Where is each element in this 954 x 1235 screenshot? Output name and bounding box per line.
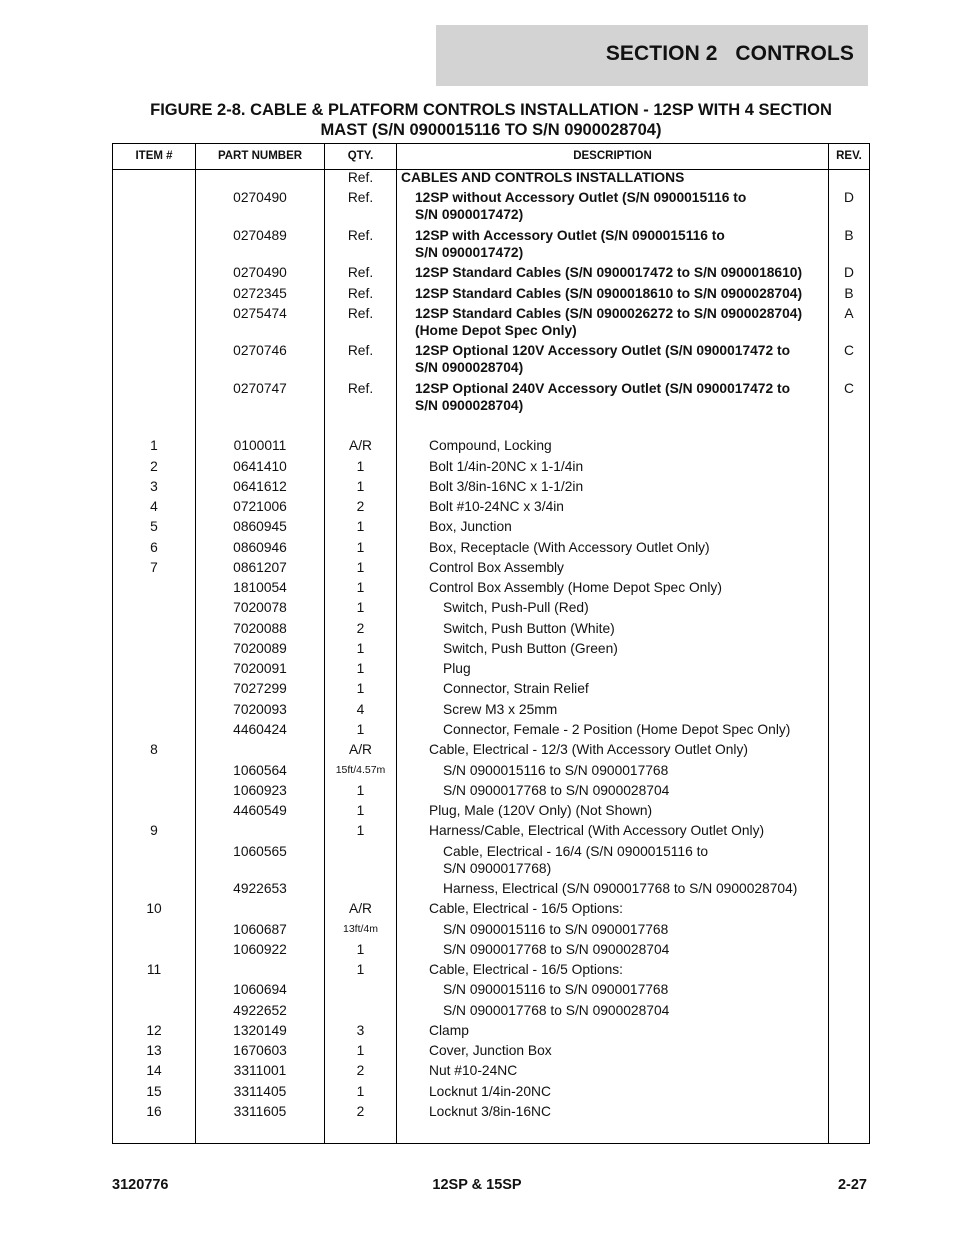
part-number: 0270490 xyxy=(233,190,287,205)
quantity: 1 xyxy=(356,459,365,474)
part-number: 0100011 xyxy=(233,438,287,453)
item-number: 11 xyxy=(146,962,162,977)
doc-number: 3120776 xyxy=(112,1177,169,1193)
description xyxy=(443,921,873,938)
description-line: Clamp xyxy=(429,1023,469,1038)
description xyxy=(415,380,845,414)
part-number: 0641410 xyxy=(233,459,287,474)
part-number: 0270489 xyxy=(233,228,287,243)
description-line: Box, Receptacle (With Accessory Outlet Only) xyxy=(429,540,710,555)
description-line: 12SP Standard Cables (S/N 0900026272 to S/N 0900028704) xyxy=(415,306,803,321)
quantity: 2 xyxy=(356,1063,365,1078)
quantity: Ref. xyxy=(347,265,374,280)
item-number: 7 xyxy=(150,560,158,575)
description xyxy=(443,701,873,718)
description xyxy=(443,843,873,877)
description-line: 12SP without Accessory Outlet (S/N 0900015116 to xyxy=(415,190,747,205)
description-line: Cable, Electrical - 12/3 (With Accessory Outlet Only) xyxy=(429,742,748,757)
description xyxy=(429,741,859,758)
description xyxy=(429,802,859,819)
quantity: 1 xyxy=(356,519,365,534)
description-line: Control Box Assembly (Home Depot Spec Only) xyxy=(429,580,722,595)
part-number: 0860946 xyxy=(233,540,287,555)
quantity: Ref. xyxy=(347,190,374,205)
description xyxy=(429,539,859,556)
quantity: 1 xyxy=(356,661,365,676)
part-number: 7020093 xyxy=(233,702,287,717)
part-number: 7020089 xyxy=(233,641,287,656)
quantity: 1 xyxy=(356,600,365,615)
description-line: Bolt #10-24NC x 3/4in xyxy=(429,499,564,514)
quantity: Ref. xyxy=(347,228,374,243)
part-number: 7020088 xyxy=(233,621,287,636)
item-number: 10 xyxy=(146,901,162,916)
description xyxy=(415,227,845,261)
part-number: 4922653 xyxy=(233,881,287,896)
description-line: Cover, Junction Box xyxy=(429,1043,552,1058)
quantity: 1 xyxy=(356,783,365,798)
quantity: 1 xyxy=(356,479,365,494)
description-line: Compound, Locking xyxy=(429,438,552,453)
revision: D xyxy=(844,265,854,280)
revision: B xyxy=(844,228,854,243)
description-line: S/N 0900028704) xyxy=(415,360,524,375)
description-line: S/N 0900017768 to S/N 0900028704 xyxy=(443,1003,670,1018)
figure-title xyxy=(112,100,870,140)
quantity: 1 xyxy=(356,560,365,575)
column-divider xyxy=(396,144,397,1143)
item-number: 13 xyxy=(146,1043,162,1058)
header-item: ITEM # xyxy=(135,150,173,162)
description xyxy=(443,640,873,657)
item-number: 12 xyxy=(146,1023,162,1038)
description-line: Box, Junction xyxy=(429,519,512,534)
description xyxy=(415,189,845,223)
description-line: S/N 0900015116 to S/N 0900017768 xyxy=(443,922,669,937)
description-line: S/N 0900017768 to S/N 0900028704 xyxy=(443,783,670,798)
description-line: Locknut 3/8in-16NC xyxy=(429,1104,551,1119)
part-number: 0270490 xyxy=(233,265,287,280)
description xyxy=(429,1062,859,1079)
header-rev: REV. xyxy=(836,150,862,162)
description-line: Screw M3 x 25mm xyxy=(443,702,558,717)
quantity: 1 xyxy=(356,722,365,737)
page-number: 2-27 xyxy=(837,1177,867,1193)
quantity: 13ft/4m xyxy=(342,923,379,935)
description xyxy=(443,981,873,998)
part-number: 0860945 xyxy=(233,519,287,534)
description-line: 12SP with Accessory Outlet (S/N 0900015116 to xyxy=(415,228,725,243)
revision: C xyxy=(844,381,854,396)
description-line: Switch, Push-Pull (Red) xyxy=(443,600,589,615)
description-line: Locknut 1/4in-20NC xyxy=(429,1084,551,1099)
item-number: 14 xyxy=(146,1063,162,1078)
part-number: 3311605 xyxy=(233,1104,287,1119)
section-title: SECTION 2 CONTROLS xyxy=(605,42,854,65)
description-line: Plug, Male (120V Only) (Not Shown) xyxy=(429,803,653,818)
description-line: Connector, Strain Relief xyxy=(443,681,589,696)
item-number: 5 xyxy=(150,519,158,534)
description xyxy=(429,961,859,978)
description-line: S/N 0900015116 to S/N 0900017768 xyxy=(443,982,669,997)
item-number: 1 xyxy=(150,438,158,453)
item-number: 16 xyxy=(146,1104,162,1119)
description xyxy=(415,342,845,376)
quantity: 1 xyxy=(356,681,365,696)
quantity: 1 xyxy=(356,1084,365,1099)
description-line: 12SP Standard Cables (S/N 0900017472 to S/N 0900018610) xyxy=(415,265,803,280)
description-line: (Home Depot Spec Only) xyxy=(415,323,577,338)
part-number: 0721006 xyxy=(233,499,287,514)
description-line: Cable, Electrical - 16/5 Options: xyxy=(429,962,624,977)
quantity: 2 xyxy=(356,1104,365,1119)
item-number: 8 xyxy=(150,742,158,757)
part-number: 7020078 xyxy=(233,600,287,615)
revision: A xyxy=(844,306,854,321)
description xyxy=(429,478,859,495)
part-number: 0861207 xyxy=(233,560,287,575)
description xyxy=(443,941,873,958)
quantity: A/R xyxy=(349,742,372,757)
part-number: 0272345 xyxy=(233,286,287,301)
description-line: Control Box Assembly xyxy=(429,560,564,575)
description xyxy=(429,1083,859,1100)
part-number: 1060565 xyxy=(233,844,287,859)
description-line: 12SP Standard Cables (S/N 0900018610 to S/N 0900028704) xyxy=(415,286,803,301)
item-number: 15 xyxy=(146,1084,162,1099)
part-number: 4460424 xyxy=(233,722,287,737)
model-name: 12SP & 15SP xyxy=(432,1177,522,1193)
quantity: 1 xyxy=(356,580,365,595)
part-number: 0641612 xyxy=(233,479,287,494)
description-line: Bolt 1/4in-20NC x 1-1/4in xyxy=(429,459,584,474)
header-qty: QTY. xyxy=(347,150,374,162)
description xyxy=(443,880,873,897)
quantity: Ref. xyxy=(347,381,374,396)
part-number: 1060564 xyxy=(233,763,287,778)
description-line: 12SP Optional 240V Accessory Outlet (S/N 0900017472 to xyxy=(415,381,790,396)
part-number: 0270747 xyxy=(233,381,287,396)
description-line: Switch, Push Button (Green) xyxy=(443,641,618,656)
quantity: 1 xyxy=(356,942,365,957)
description xyxy=(443,721,873,738)
revision: C xyxy=(844,343,854,358)
item-number: 6 xyxy=(150,540,158,555)
description xyxy=(429,1042,859,1059)
part-number: 1060694 xyxy=(233,982,287,997)
description-line: Connector, Female - 2 Position (Home Depot Spec Only) xyxy=(443,722,791,737)
description xyxy=(415,264,845,281)
description-line: CABLES AND CONTROLS INSTALLATIONS xyxy=(401,170,685,185)
description-line: S/N 0900015116 to S/N 0900017768 xyxy=(443,763,669,778)
part-number: 1060923 xyxy=(233,783,287,798)
quantity: 1 xyxy=(356,803,365,818)
description xyxy=(443,782,873,799)
revision: B xyxy=(844,286,854,301)
quantity: A/R xyxy=(349,901,372,916)
part-number: 7020091 xyxy=(233,661,287,676)
part-number: 1810054 xyxy=(233,580,287,595)
description-line: 12SP Optional 120V Accessory Outlet (S/N 0900017472 to xyxy=(415,343,790,358)
description xyxy=(429,822,859,839)
description xyxy=(429,1103,859,1120)
description xyxy=(429,900,859,917)
part-number: 1320149 xyxy=(233,1023,287,1038)
description xyxy=(443,762,873,779)
quantity: Ref. xyxy=(347,306,374,321)
part-number: 1670603 xyxy=(233,1043,287,1058)
header-description: DESCRIPTION xyxy=(573,150,652,162)
description-line: S/N 0900017768 to S/N 0900028704 xyxy=(443,942,670,957)
item-number: 2 xyxy=(150,459,158,474)
description-line: S/N 0900017472) xyxy=(415,207,524,222)
quantity: Ref. xyxy=(347,343,374,358)
figure-title-line2: MAST (S/N 0900015116 TO S/N 0900028704) xyxy=(320,121,662,139)
part-number: 7027299 xyxy=(233,681,287,696)
description xyxy=(429,458,859,475)
part-number: 3311405 xyxy=(233,1084,287,1099)
description xyxy=(415,285,845,302)
description-line: Nut #10-24NC xyxy=(429,1063,518,1078)
description xyxy=(429,518,859,535)
description-line: Harness, Electrical (S/N 0900017768 to S/N 0900028704) xyxy=(443,881,798,896)
quantity: 1 xyxy=(356,962,365,977)
quantity: 3 xyxy=(356,1023,365,1038)
description-line: S/N 0900028704) xyxy=(415,398,524,413)
description-line: S/N 0900017768) xyxy=(443,861,552,876)
section-banner xyxy=(436,25,868,86)
quantity: 2 xyxy=(356,621,365,636)
description xyxy=(429,437,859,454)
description-line: Cable, Electrical - 16/5 Options: xyxy=(429,901,624,916)
description xyxy=(415,305,845,339)
item-number: 4 xyxy=(150,499,158,514)
quantity: 1 xyxy=(356,823,365,838)
description-line: Switch, Push Button (White) xyxy=(443,621,615,636)
quantity: A/R xyxy=(349,438,372,453)
description xyxy=(443,680,873,697)
revision: D xyxy=(844,190,854,205)
description-line: S/N 0900017472) xyxy=(415,245,524,260)
description xyxy=(443,599,873,616)
description-line: Plug xyxy=(443,661,471,676)
part-number: 1060922 xyxy=(233,942,287,957)
description-line: Cable, Electrical - 16/4 (S/N 0900015116 to xyxy=(443,844,709,859)
description xyxy=(401,169,831,186)
quantity: Ref. xyxy=(347,170,374,185)
part-number: 0275474 xyxy=(233,306,287,321)
quantity: 1 xyxy=(356,1043,365,1058)
item-number: 9 xyxy=(150,823,158,838)
quantity: 15ft/4.57m xyxy=(335,764,386,776)
part-number: 3311001 xyxy=(233,1063,287,1078)
description xyxy=(443,1002,873,1019)
parts-table xyxy=(112,143,870,1144)
quantity: 1 xyxy=(356,540,365,555)
description xyxy=(429,559,859,576)
item-number: 3 xyxy=(150,479,158,494)
description-line: Bolt 3/8in-16NC x 1-1/2in xyxy=(429,479,584,494)
description xyxy=(429,579,859,596)
description xyxy=(429,1022,859,1039)
description xyxy=(429,498,859,515)
part-number: 4460549 xyxy=(233,803,287,818)
quantity: Ref. xyxy=(347,286,374,301)
part-number: 1060687 xyxy=(233,922,287,937)
part-number: 4922652 xyxy=(233,1003,287,1018)
figure-title-line1: FIGURE 2-8. CABLE & PLATFORM CONTROLS INSTALLATION - 12SP WITH 4 SECTION xyxy=(150,101,832,119)
description xyxy=(443,620,873,637)
quantity: 1 xyxy=(356,641,365,656)
part-number: 0270746 xyxy=(233,343,287,358)
description-line: Harness/Cable, Electrical (With Accessory Outlet Only) xyxy=(429,823,765,838)
quantity: 4 xyxy=(356,702,365,717)
description xyxy=(443,660,873,677)
header-part-number: PART NUMBER xyxy=(217,150,303,162)
quantity: 2 xyxy=(356,499,365,514)
